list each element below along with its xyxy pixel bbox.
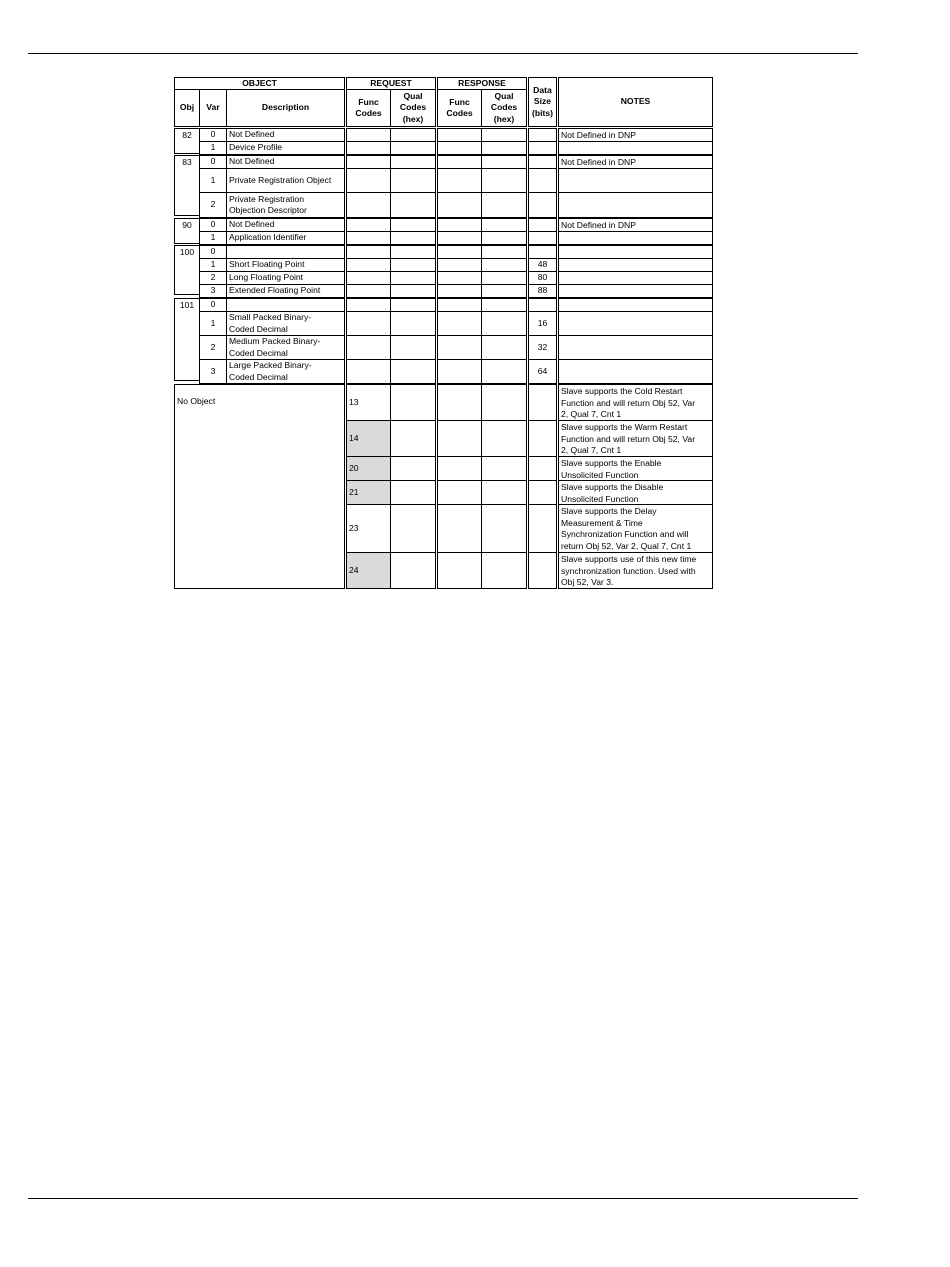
description-cell: Medium Packed Binary- Coded Decimal — [226, 335, 345, 360]
header-response: RESPONSE — [437, 77, 527, 90]
var-cell: 0 — [199, 298, 227, 312]
description-cell: Small Packed Binary- Coded Decimal — [226, 311, 345, 336]
function-code-cell: 23 — [346, 504, 391, 553]
request-func-cell — [346, 311, 391, 336]
description-cell: Device Profile — [226, 141, 345, 155]
data-size-cell — [528, 155, 557, 169]
request-qual-cell — [390, 155, 436, 169]
response-func-cell — [437, 504, 482, 553]
function-code-cell: 21 — [346, 480, 391, 505]
response-qual-cell — [481, 298, 527, 312]
response-func-cell — [437, 258, 482, 272]
response-func-cell — [437, 284, 482, 298]
description-cell: Extended Floating Point — [226, 284, 345, 298]
description-cell: Long Floating Point — [226, 271, 345, 285]
request-qual-cell — [390, 298, 436, 312]
response-qual-cell — [481, 359, 527, 384]
response-func-cell — [437, 168, 482, 193]
request-func-cell — [346, 218, 391, 232]
var-cell: 0 — [199, 155, 227, 169]
var-cell: 1 — [199, 141, 227, 155]
response-func-cell — [437, 231, 482, 245]
header-data-size: Data Size (bits) — [528, 77, 557, 127]
request-qual-cell — [390, 504, 436, 553]
response-qual-cell — [481, 311, 527, 336]
request-qual-cell — [390, 384, 436, 421]
response-qual-cell — [481, 155, 527, 169]
response-qual-cell — [481, 335, 527, 360]
response-func-cell — [437, 128, 482, 142]
request-qual-cell — [390, 311, 436, 336]
description-cell: Private Registration Object — [226, 168, 345, 193]
var-cell: 2 — [199, 192, 227, 218]
request-qual-cell — [390, 168, 436, 193]
request-func-cell — [346, 155, 391, 169]
response-qual-cell — [481, 480, 527, 505]
obj-cell: 90 — [174, 218, 200, 244]
response-func-cell — [437, 155, 482, 169]
notes-cell — [558, 231, 713, 245]
data-size-cell — [528, 192, 557, 218]
response-func-cell — [437, 298, 482, 312]
notes-cell — [558, 284, 713, 298]
request-func-cell — [346, 141, 391, 155]
notes-cell: Slave supports the Enable Unsolicited Function — [558, 456, 713, 481]
notes-cell: Not Defined in DNP — [558, 218, 713, 232]
header-notes: NOTES — [558, 77, 713, 127]
notes-cell — [558, 311, 713, 336]
response-func-cell — [437, 384, 482, 421]
header-description: Description — [226, 89, 345, 127]
var-cell: 0 — [199, 218, 227, 232]
request-func-cell — [346, 271, 391, 285]
response-qual-cell — [481, 420, 527, 457]
function-code-cell: 14 — [346, 420, 391, 457]
header-request-func-codes: Func Codes — [346, 89, 391, 127]
data-size-cell — [528, 480, 557, 505]
response-qual-cell — [481, 218, 527, 232]
request-qual-cell — [390, 245, 436, 259]
notes-cell: Slave supports the Warm Restart Function and will return Obj 52, Var 2, Qual 7, Cnt 1 — [558, 420, 713, 457]
data-size-cell — [528, 231, 557, 245]
response-func-cell — [437, 192, 482, 218]
var-cell: 3 — [199, 359, 227, 384]
var-cell: 1 — [199, 231, 227, 245]
var-cell: 3 — [199, 284, 227, 298]
function-code-cell: 24 — [346, 552, 391, 589]
response-func-cell — [437, 311, 482, 336]
notes-cell — [558, 298, 713, 312]
function-code-cell: 20 — [346, 456, 391, 481]
data-size-cell — [528, 141, 557, 155]
header-request-qual-codes: Qual Codes (hex) — [390, 89, 436, 127]
data-size-cell — [528, 552, 557, 589]
description-cell — [226, 245, 345, 259]
response-qual-cell — [481, 456, 527, 481]
request-func-cell — [346, 245, 391, 259]
response-qual-cell — [481, 231, 527, 245]
var-cell: 0 — [199, 128, 227, 142]
request-qual-cell — [390, 420, 436, 457]
var-cell: 0 — [199, 245, 227, 259]
obj-cell: 101 — [174, 298, 200, 381]
notes-cell: Slave supports use of this new time synchronization function. Used with Obj 52, Var 3. — [558, 552, 713, 589]
data-size-cell — [528, 456, 557, 481]
notes-cell: Slave supports the Disable Unsolicited Function — [558, 480, 713, 505]
description-cell: Large Packed Binary- Coded Decimal — [226, 359, 345, 384]
response-qual-cell — [481, 384, 527, 421]
request-qual-cell — [390, 231, 436, 245]
response-func-cell — [437, 480, 482, 505]
notes-cell: Not Defined in DNP — [558, 128, 713, 142]
data-size-cell — [528, 504, 557, 553]
data-size-cell: 88 — [528, 284, 557, 298]
response-qual-cell — [481, 192, 527, 218]
notes-cell — [558, 271, 713, 285]
header-response-func-codes: Func Codes — [437, 89, 482, 127]
request-qual-cell — [390, 359, 436, 384]
data-size-cell — [528, 218, 557, 232]
var-cell: 1 — [199, 311, 227, 336]
object-table — [0, 0, 950, 620]
request-qual-cell — [390, 192, 436, 218]
data-size-cell — [528, 384, 557, 421]
request-qual-cell — [390, 480, 436, 505]
description-cell: Application Identifier — [226, 231, 345, 245]
data-size-cell — [528, 168, 557, 193]
notes-cell — [558, 141, 713, 155]
notes-cell: Slave supports the Cold Restart Function and will return Obj 52, Var 2, Qual 7, Cnt 1 — [558, 384, 713, 421]
request-qual-cell — [390, 284, 436, 298]
data-size-cell: 32 — [528, 335, 557, 360]
response-qual-cell — [481, 258, 527, 272]
description-cell: Not Defined — [226, 128, 345, 142]
data-size-cell: 64 — [528, 359, 557, 384]
function-code-cell: 13 — [346, 384, 391, 421]
data-size-cell: 48 — [528, 258, 557, 272]
description-cell: Not Defined — [226, 218, 345, 232]
response-qual-cell — [481, 271, 527, 285]
request-qual-cell — [390, 552, 436, 589]
response-func-cell — [437, 271, 482, 285]
request-func-cell — [346, 258, 391, 272]
response-func-cell — [437, 335, 482, 360]
notes-cell — [558, 359, 713, 384]
data-size-cell — [528, 128, 557, 142]
description-cell: Private Registration Objection Descriptor — [226, 192, 345, 218]
request-qual-cell — [390, 218, 436, 232]
var-cell: 2 — [199, 335, 227, 360]
response-func-cell — [437, 359, 482, 384]
request-func-cell — [346, 128, 391, 142]
request-func-cell — [346, 335, 391, 360]
response-qual-cell — [481, 552, 527, 589]
response-func-cell — [437, 420, 482, 457]
notes-cell: Slave supports the Delay Measurement & Time Synchronization Function and will return Obj 52, Var 2, Qual 7, Cnt 1 — [558, 504, 713, 553]
response-func-cell — [437, 141, 482, 155]
notes-cell — [558, 245, 713, 259]
request-qual-cell — [390, 128, 436, 142]
response-func-cell — [437, 218, 482, 232]
request-func-cell — [346, 231, 391, 245]
data-size-cell — [528, 420, 557, 457]
request-qual-cell — [390, 456, 436, 481]
header-obj: Obj — [174, 89, 200, 127]
request-func-cell — [346, 284, 391, 298]
request-qual-cell — [390, 258, 436, 272]
header-var: Var — [199, 89, 227, 127]
response-qual-cell — [481, 141, 527, 155]
response-qual-cell — [481, 245, 527, 259]
obj-cell: 82 — [174, 128, 200, 154]
description-cell: Not Defined — [226, 155, 345, 169]
obj-cell: 100 — [174, 245, 200, 295]
notes-cell — [558, 168, 713, 193]
request-func-cell — [346, 298, 391, 312]
response-func-cell — [437, 456, 482, 481]
data-size-cell — [528, 245, 557, 259]
request-qual-cell — [390, 271, 436, 285]
request-func-cell — [346, 359, 391, 384]
response-qual-cell — [481, 284, 527, 298]
response-qual-cell — [481, 128, 527, 142]
obj-cell: 83 — [174, 155, 200, 216]
response-qual-cell — [481, 168, 527, 193]
request-qual-cell — [390, 335, 436, 360]
var-cell: 2 — [199, 271, 227, 285]
bottom-rule — [28, 1198, 858, 1199]
response-func-cell — [437, 245, 482, 259]
description-cell: Short Floating Point — [226, 258, 345, 272]
data-size-cell: 80 — [528, 271, 557, 285]
data-size-cell — [528, 298, 557, 312]
notes-cell — [558, 258, 713, 272]
response-qual-cell — [481, 504, 527, 553]
response-func-cell — [437, 552, 482, 589]
header-request: REQUEST — [346, 77, 436, 90]
header-response-qual-codes: Qual Codes (hex) — [481, 89, 527, 127]
no-object-cell: No Object — [174, 384, 345, 589]
request-func-cell — [346, 168, 391, 193]
notes-cell — [558, 192, 713, 218]
notes-cell: Not Defined in DNP — [558, 155, 713, 169]
var-cell: 1 — [199, 168, 227, 193]
description-cell — [226, 298, 345, 312]
request-func-cell — [346, 192, 391, 218]
notes-cell — [558, 335, 713, 360]
var-cell: 1 — [199, 258, 227, 272]
request-qual-cell — [390, 141, 436, 155]
data-size-cell: 16 — [528, 311, 557, 336]
header-object: OBJECT — [174, 77, 345, 90]
